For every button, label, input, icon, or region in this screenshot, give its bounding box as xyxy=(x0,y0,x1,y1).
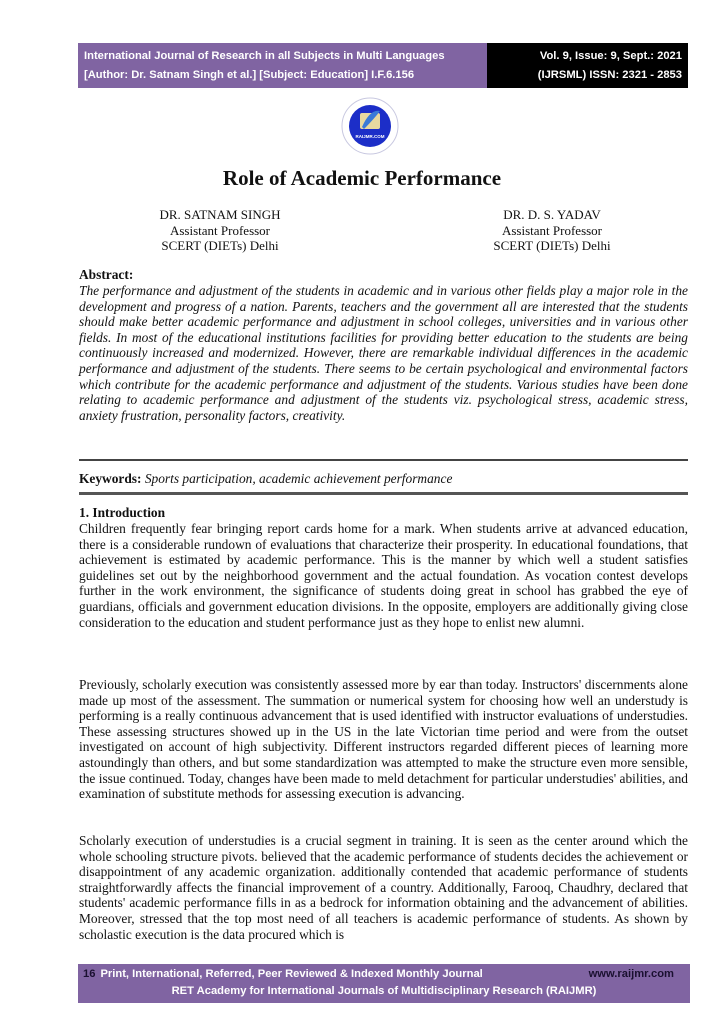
abstract-text xyxy=(79,283,688,423)
paper-title: Role of Academic Performance xyxy=(222,166,502,190)
keywords-line xyxy=(79,471,452,487)
body-paragraph xyxy=(79,833,688,942)
journal-name: International Journal of Research in all Subjects in Multi Languages xyxy=(84,50,445,62)
journal-website-link[interactable]: www.raijmr.com xyxy=(588,968,674,980)
keywords-text: Sports participation, academic achievement performance xyxy=(144,471,453,486)
author-position: Assistant Professor xyxy=(501,222,603,238)
abstract-paragraph: The performance and adjustment of the students in academic and in various other fields play a major role in the development and progress of a nation. Parents, teachers and the government all are interested that the students should make better academic performance and adjustment in school colleges, universities and in various other fields. In most of the educational institutions facilities for providing better education to the students are being continuously increased and modernized. However, there are remarkable individual differences in the academic performance and adjustment of the students. There seems to be certain psychological and environmental factors which contribute for the academic performance and adjustment of the students. Various studies have been done relating to academic performance and adjustment of the students viz. psychological stress, academic stress, anxiety frustration, personality factors, creativity. xyxy=(79,283,688,423)
footer-publisher: RET Academy for International Journals of Multidisciplinary Research (RAIJMR) xyxy=(171,985,597,997)
author-name: DR. SATNAM SINGH xyxy=(159,207,281,222)
journal-footer xyxy=(78,964,690,1003)
journal-author-subject: [Author: Dr. Satnam Singh et al.] [Subject: Education] I.F.6.156 xyxy=(84,69,415,81)
journal-volume: Vol. 9, Issue: 9, Sept.: 2021 xyxy=(539,50,682,62)
journal-seal-logo xyxy=(340,97,400,155)
divider xyxy=(79,492,688,495)
footer-top-row xyxy=(83,968,674,980)
abstract-heading: Abstract: xyxy=(79,267,134,282)
logo-center-text: RAIJMR.COM xyxy=(355,134,385,139)
paragraph-text: Children frequently fear bringing report cards home for a mark. When students arrive at advanced education, there is a considerable rundown of evaluations that characterize their prosperity. In educational foundations, that achievement is estimated by academic performance. This is the manner by which well a student satisfies guidelines set out by the neighborhood government and the actual foundation. As vocation contest develops further in the work environment, the significance of students doing great in school has grabbed the eye of guardians, officials and government education divisions. In the opposite, employers are additionally giving close consideration to the education and student performance just as they hope to enlist new alumni. xyxy=(79,521,688,630)
paragraph-text: Previously, scholarly execution was consistently assessed more by ear than today. Instructors' discernments alone made up most of the assessment. The summation or numerical system for choosing how well an understudy is performing is a really continuous advancement that is used identified with instructor evaluations of understudies. These assessing structures showed up in the US in the late Victorian time period and were from the outset investigated on account of high subjectivity. Different instructors regarded different pieces of learning more astoundingly than others, and but some standardization was attempted to make the structure even more sensible, the issue continued. Today, changes have been made to meld detachment for particular understudies' abilities, and examination of substitute methods for assessing execution is advancing. xyxy=(79,677,688,802)
body-paragraph xyxy=(79,677,688,802)
footer-description-wrap xyxy=(83,968,483,980)
paragraph-text: Scholarly execution of understudies is a crucial segment in training. It is seen as the center around which the whole schooling structure pivots. believed that the academic performance of students decides the achievement or disappointment of any academic organization. additionally contended that academic performance of students straightforwardly affects the financial improvement of a country. Additionally, Farooq, Chaudhry, declared that students' academic performance fills in as a bedrock for information obtaining and the advancement of abilities. Moreover, stressed that the top most need of all teachers is academic performance of students. As shown by scholastic execution is the data procured which is xyxy=(79,833,688,942)
journal-header xyxy=(78,43,688,88)
body-paragraph xyxy=(79,521,688,630)
author-name: DR. D. S. YADAV xyxy=(503,207,601,222)
author-affiliation: SCERT (DIETs) Delhi xyxy=(161,238,279,253)
author-block xyxy=(130,207,310,254)
journal-issn: (IJRSML) ISSN: 2321 - 2853 xyxy=(537,69,682,81)
footer-description: Print, International, Referred, Peer Reviewed & Indexed Monthly Journal xyxy=(100,968,483,980)
keywords-label: Keywords: xyxy=(79,471,142,486)
journal-info-panel xyxy=(78,43,487,88)
author-block xyxy=(462,207,642,254)
journal-volume-panel xyxy=(487,43,688,88)
section-heading: 1. Introduction xyxy=(79,505,166,520)
author-affiliation: SCERT (DIETs) Delhi xyxy=(493,238,611,253)
author-position: Assistant Professor xyxy=(169,222,271,238)
page-number: 16 xyxy=(83,968,96,980)
divider xyxy=(79,459,688,461)
